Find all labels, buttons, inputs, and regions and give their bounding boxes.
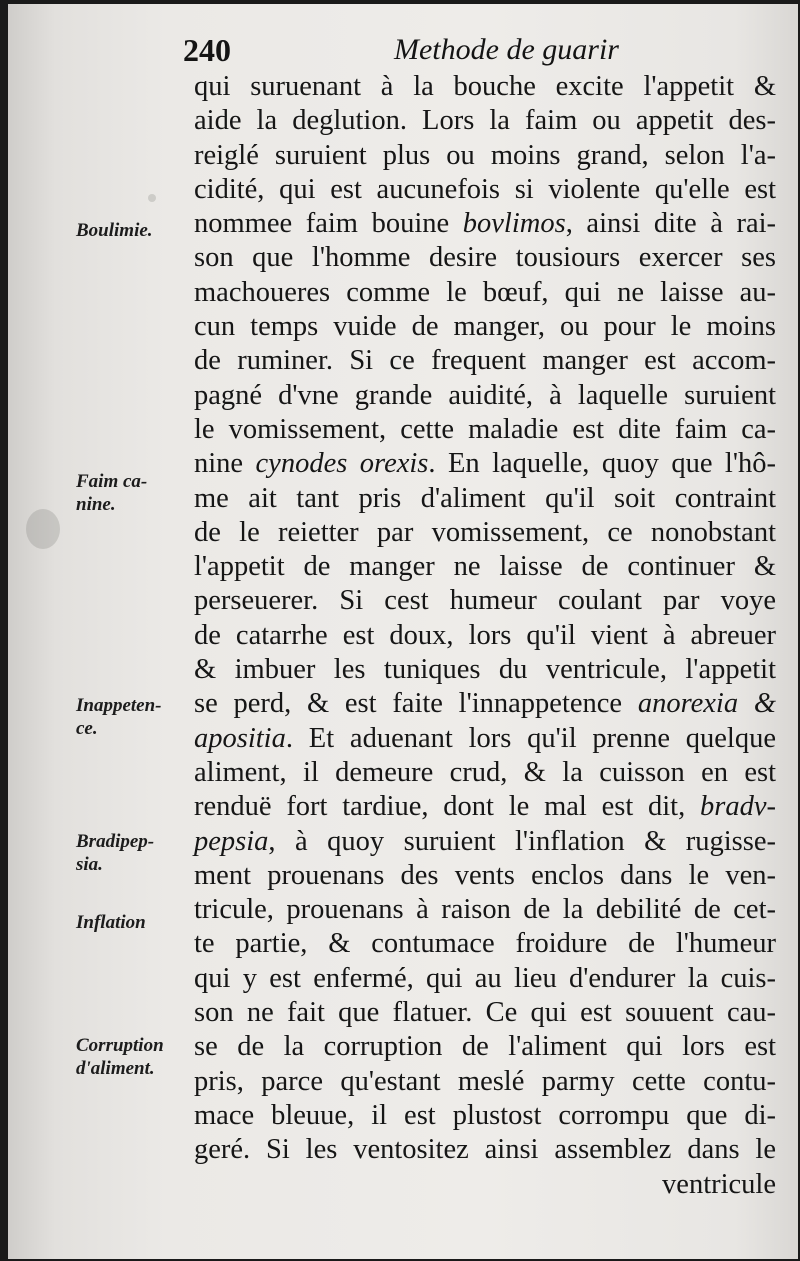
text-line: de catarrhe est doux, lors qu'il vient à abreuer (194, 619, 776, 651)
margin-note-corruption: Corruption d'aliment. (76, 1035, 164, 1079)
text-line: nommee faim bouine bovlimos, ainsi dite à rai- (194, 208, 777, 240)
margin-note-inflation: Inflation (76, 912, 146, 933)
page-number: 240 (183, 32, 231, 68)
text-line: se perd, & est faite l'innappetence anorexia & (194, 688, 776, 720)
text-line: machoueres comme le bœuf, qui ne laisse au- (194, 276, 776, 308)
text-line: te partie, & contumace froidure de l'humeur (194, 928, 776, 960)
text-line: qui y est enfermé, qui au lieu d'endurer la cuis- (194, 962, 776, 994)
text-line: se de la corruption de l'aliment qui lors est (194, 1031, 776, 1063)
text-line: aliment, il demeure crud, & la cuisson en est (194, 756, 776, 788)
running-title: Methode de guarir (394, 33, 619, 66)
text-line: cidité, qui est aucunefois si violente qu'elle est (194, 173, 776, 205)
text-line: pris, parce qu'estant meslé parmy cette contu- (194, 1065, 776, 1097)
text-line: qui suruenant à la bouche excite l'appetit & (194, 71, 776, 102)
text-line: ment prouenans des vents enclos dans le ven- (194, 859, 776, 891)
text-line: de le reietter par vomissement, ce nonobstant (194, 516, 776, 548)
text-line: pepsia, à quoy suruient l'inflation & rugisse- (194, 825, 776, 857)
text-line: reiglé suruient plus ou moins grand, selon l'a- (194, 139, 776, 171)
text-line: & imbuer les tuniques du ventricule, l'appetit (194, 654, 776, 686)
margin-note-boulimie: Boulimie. (76, 220, 153, 241)
text-line: pagné d'vne grande auidité, à laquelle suruient (194, 379, 776, 411)
margin-note-inappetence: Inappeten- ce. (76, 695, 162, 739)
text-line: son que l'homme desire tousiours exercer ses (194, 242, 776, 274)
text-line: le vomissement, cette maladie est dite faim ca- (194, 413, 776, 445)
margin-note-bradipepsia: Bradipep- sia. (76, 831, 155, 875)
catchword: ventricule (662, 1168, 776, 1200)
text-line: renduë fort tardiue, dont le mal est dit, bradv- (194, 791, 776, 823)
text-line: l'appetit de manger ne laisse de continuer & (194, 551, 776, 583)
margin-note-faim-canine: Faim ca- nine. (76, 471, 148, 515)
text-line: me ait tant pris d'aliment qu'il soit contraint (194, 482, 776, 514)
text-line: perseuerer. Si cest humeur coulant par voye (194, 585, 776, 617)
text-line: mace bleuue, il est plustost corrompu que di- (194, 1099, 776, 1131)
text-line: apositia. Et aduenant lors qu'il prenne quelque (194, 722, 776, 754)
text-line: de ruminer. Si ce frequent manger est accom- (194, 345, 776, 377)
text-line: nine cynodes orexis. En laquelle, quoy que l'hô- (194, 448, 776, 480)
body-text (194, 70, 776, 1202)
book-page (8, 4, 798, 1259)
margin-notes (8, 4, 188, 1259)
text-line: geré. Si les ventositez ainsi assemblez dans le (194, 1134, 776, 1166)
text-line: aide la deglution. Lors la faim ou appetit des- (194, 105, 776, 137)
text-line: son ne fait que flatuer. Ce qui est souuent cau- (194, 997, 776, 1029)
text-line: tricule, prouenans à raison de la debilité de cet- (194, 894, 776, 926)
text-line: cun temps vuide de manger, ou pour le moins (194, 311, 776, 343)
